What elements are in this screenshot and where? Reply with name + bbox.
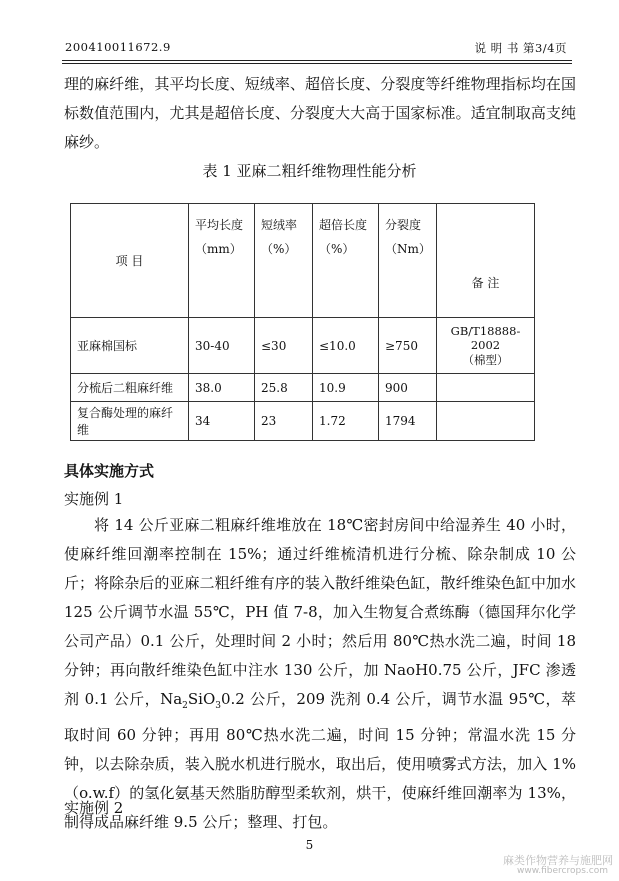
header-over-length-label: 超倍长度: [319, 217, 368, 232]
example-1-title: 实施例 1: [64, 490, 124, 508]
header-remark: 备 注: [437, 204, 535, 318]
row-short-fiber: 23: [255, 402, 313, 441]
header-over-length: [313, 204, 379, 318]
header-avg-length-unit: （mm）: [195, 241, 242, 256]
header-avg-length-label: 平均长度: [195, 217, 244, 232]
row-split: ≥750: [379, 318, 437, 374]
table-caption: 表 1 亚麻二粗纤维物理性能分析: [202, 162, 417, 180]
table-row: [71, 374, 535, 402]
row-remark: [437, 402, 535, 441]
example-1-text-part-2: SiO: [187, 690, 216, 708]
fiber-properties-table: [70, 203, 535, 441]
row-short-fiber: 25.8: [255, 374, 313, 402]
section-heading: 具体实施方式: [64, 462, 155, 480]
row-avg-length: 34: [189, 402, 255, 441]
header-short-fiber-label: 短绒率: [261, 217, 298, 232]
row-remark-standard: GB/T18888-2002: [450, 323, 521, 352]
table-row: [71, 402, 535, 441]
header-split-unit: （Nm）: [385, 241, 431, 256]
row-over-length: ≤10.0: [313, 318, 379, 374]
header-avg-length: [189, 204, 255, 318]
row-split: 1794: [379, 402, 437, 441]
example-1-paragraph: [64, 511, 576, 837]
table-row: [71, 318, 535, 374]
row-remark-type: （棉型）: [462, 352, 509, 367]
example-1-text-part-1: 将 14 公斤亚麻二粗麻纤维堆放在 18℃密封房间中给湿养生 40 小时，使麻纤维回潮率控制在 15%；通过纤维梳清机进行分梳、除杂制成 10 公斤；将除杂后的亚麻二粗纤维有序的装入散纤维染色缸，散纤维染色缸中加水 125 公斤调节水温 55℃，PH 值 7-8，加入生物复合煮练酶（德国拜尔化学公司产品）0.1 公斤，处理时间 2 小时；然后用 80℃热水洗二遍，时间 18 分钟；再向散纤维染色缸中注水 130 公斤，加 NaoH0.75 公斤，JFC 渗透剂 0.1 公斤，Na: [64, 516, 576, 708]
row-remark: [437, 318, 535, 374]
header-short-fiber-unit: （%）: [261, 241, 297, 256]
header-item: 项 目: [71, 204, 189, 318]
row-split: 900: [379, 374, 437, 402]
table-header-row: [71, 204, 535, 318]
header-split: [379, 204, 437, 318]
section-and-page-label: 说 明 书 第3/4页: [474, 41, 567, 55]
row-remark: [437, 374, 535, 402]
header-rule-top: [62, 60, 572, 61]
intro-paragraph: 理的麻纤维，其平均长度、短绒率、超倍长度、分裂度等纤维物理指标均在国标数值范围内，尤其是超倍长度、分裂度大大高于国家标准。适宜制取高支纯麻纱。: [64, 75, 576, 151]
row-item: 亚麻棉国标: [71, 318, 189, 374]
oxygen-subscript: 3: [215, 701, 221, 711]
watermark-url: www.fibercrops.com: [517, 866, 608, 876]
row-short-fiber: ≤30: [255, 318, 313, 374]
example-2-title: 实施例 2: [64, 799, 124, 817]
row-over-length: 1.72: [313, 402, 379, 441]
row-avg-length: 38.0: [189, 374, 255, 402]
header-split-label: 分裂度: [385, 217, 422, 232]
page-number: 5: [305, 838, 314, 852]
example-1-text-part-3: 0.2 公斤，209 洗剂 0.4 公斤，调节水温 95℃，萃取时间 60 分钟；再用 80℃热水洗二遍，时间 15 分钟；常温水洗 15 分钟，以去除杂质，装入脱水机进行脱水，取出后，使用喷雾式方法，加入 1%（o.w.f）的氢化氨基天然脂肪醇型柔软剂，烘干，使麻纤维回潮率为 13%，制得成品麻纤维 9.5 公斤；整理、打包。: [64, 690, 576, 831]
row-item: 复合酶处理的麻纤维: [71, 402, 189, 441]
header-rule-bottom: [62, 63, 572, 64]
sodium-subscript: 2: [182, 701, 188, 711]
row-item: 分梳后二粗麻纤维: [71, 374, 189, 402]
header-over-length-unit: （%）: [319, 241, 355, 256]
row-avg-length: 30-40: [189, 318, 255, 374]
document-number: 200410011672.9: [65, 40, 171, 54]
watermark-logo: 麻类作物营养与施肥网: [503, 854, 613, 867]
row-over-length: 10.9: [313, 374, 379, 402]
header-short-fiber: [255, 204, 313, 318]
